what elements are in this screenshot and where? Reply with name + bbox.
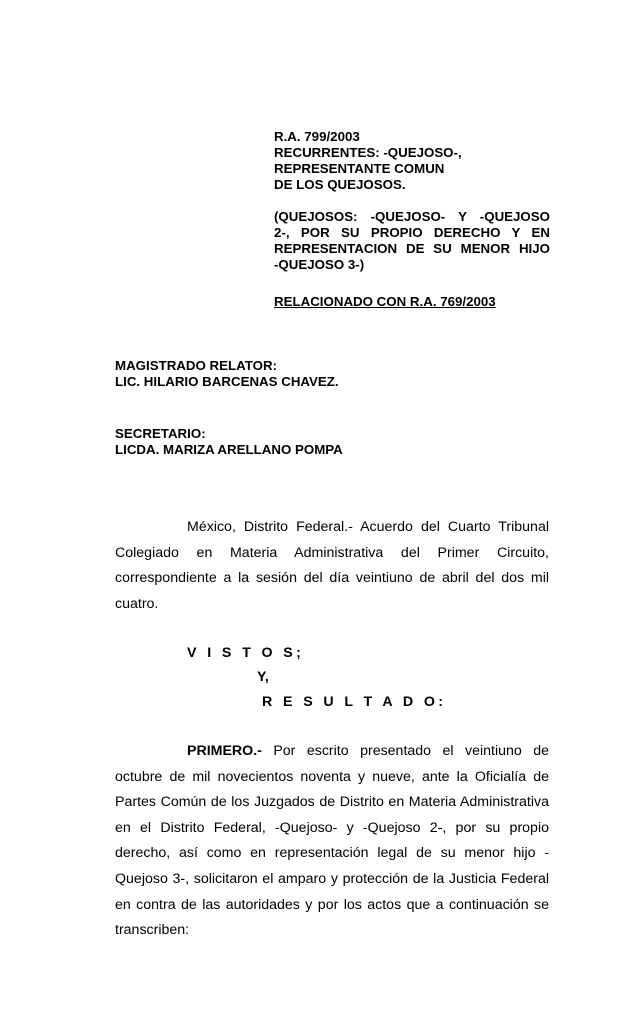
quejosos-line-1: (QUEJOSOS: -QUEJOSO- Y -QUEJOSO bbox=[274, 209, 550, 224]
case-header bbox=[274, 129, 550, 273]
primero-line-2: octubre de mil novecientos noventa y nueve, ante la Oficialía de bbox=[115, 768, 549, 785]
secretario-label: SECRETARIO: bbox=[115, 426, 206, 441]
primero-line-1 bbox=[115, 739, 549, 765]
recurrentes-line-2: REPRESENTANTE COMUN bbox=[274, 161, 445, 176]
intro-line-2: Colegiado en Materia Administrativa del Primer Circuito, bbox=[115, 544, 549, 561]
secretario bbox=[115, 426, 343, 458]
intro-paragraph bbox=[115, 515, 549, 617]
quejosos-line-4: -QUEJOSO 3-) bbox=[274, 257, 365, 272]
primero-paragraph bbox=[115, 739, 549, 944]
relator-label: MAGISTRADO RELATOR: bbox=[115, 358, 278, 373]
magistrado-relator bbox=[115, 358, 339, 390]
primero-line-3: Partes Común de los Juzgados de Distrito en Materia Administrativa bbox=[115, 794, 549, 811]
primero-first-line-text: Por escrito presentado el veintiuno de bbox=[261, 743, 549, 759]
heading-y: Y, bbox=[257, 669, 269, 685]
primero-line-5: derecho, así como en representación legal de su menor hijo - bbox=[115, 845, 549, 862]
quejosos-line-2: 2-, POR SU PROPIO DERECHO Y EN bbox=[274, 225, 550, 240]
primero-line-7: en contra de las autoridades y por los actos que a continuación se bbox=[115, 896, 549, 913]
recurrentes-line-3: DE LOS QUEJOSOS. bbox=[274, 177, 406, 192]
relator-name: LIC. HILARIO BARCENAS CHAVEZ. bbox=[115, 374, 339, 389]
primero-label: PRIMERO.- bbox=[187, 743, 262, 759]
heading-resultado: R E S U L T A D O: bbox=[262, 694, 447, 710]
heading-vistos: V I S T O S; bbox=[187, 645, 305, 661]
recurrentes-line-1: RECURRENTES: -QUEJOSO-, bbox=[274, 145, 462, 160]
primero-line-6: Quejoso 3-, solicitaron el amparo y protección de la Justicia Federal bbox=[115, 870, 549, 887]
case-number: R.A. 799/2003 bbox=[274, 129, 360, 144]
intro-line-4: cuatro. bbox=[115, 595, 159, 612]
primero-line-4: en el Distrito Federal, -Quejoso- y -Quejoso 2-, por su propio bbox=[115, 819, 549, 836]
related-case: RELACIONADO CON R.A. 769/2003 bbox=[274, 294, 496, 309]
primero-line-8: transcriben: bbox=[115, 922, 190, 939]
quejosos-line-3: REPRESENTACION DE SU MENOR HIJO bbox=[274, 241, 550, 256]
intro-line-1: México, Distrito Federal.- Acuerdo del Cuarto Tribunal bbox=[187, 519, 549, 535]
secretario-name: LICDA. MARIZA ARELLANO POMPA bbox=[115, 442, 343, 457]
intro-line-3: correspondiente a la sesión del día veintiuno de abril del dos mil bbox=[115, 570, 549, 587]
